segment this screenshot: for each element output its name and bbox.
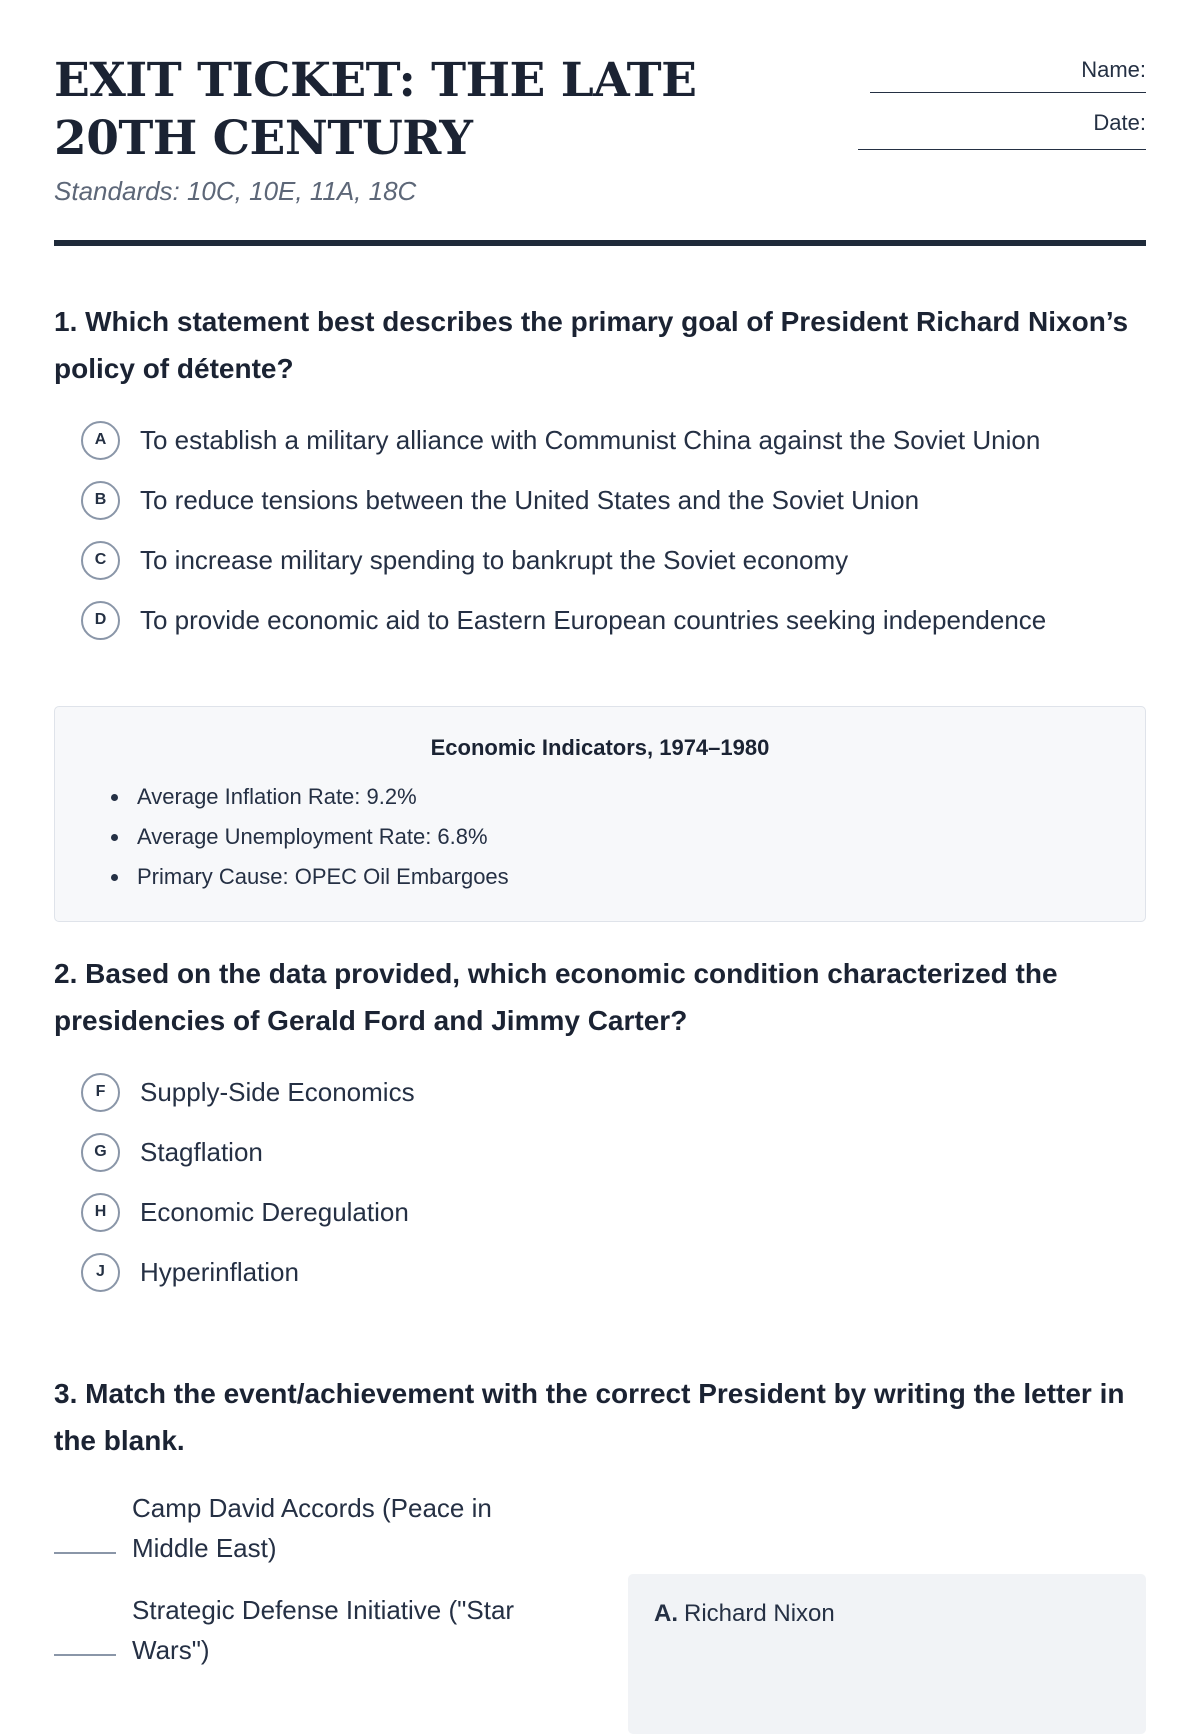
data-list-item: Average Unemployment Rate: 6.8% — [95, 817, 1105, 857]
answer-option-c[interactable] — [54, 530, 1146, 590]
answer-option-a[interactable] — [54, 410, 1146, 470]
option-letter-circle[interactable]: G — [81, 1133, 120, 1172]
option-letter-circle[interactable]: H — [81, 1193, 120, 1232]
choice-name: Richard Nixon — [684, 1600, 835, 1627]
date-field[interactable] — [858, 149, 1146, 150]
option-letter-circle[interactable]: C — [81, 541, 120, 580]
data-list-item: Primary Cause: OPEC Oil Embargoes — [95, 857, 1105, 897]
answer-option-g[interactable] — [54, 1122, 1146, 1182]
choice-letter: A. — [654, 1600, 678, 1627]
date-label: Date: — [1093, 110, 1146, 135]
match-item — [54, 1488, 574, 1568]
economic-indicators-box — [54, 706, 1146, 922]
match-item-text: Strategic Defense Initiative ("Star Wars") — [132, 1595, 515, 1665]
match-item — [54, 1590, 574, 1670]
match-answer-blank[interactable] — [54, 1654, 116, 1656]
answer-option-b[interactable] — [54, 470, 1146, 530]
option-text: To reduce tensions between the United States and the Soviet Union — [140, 484, 920, 515]
match-items-list — [54, 1488, 574, 1692]
president-choices-box — [628, 1574, 1146, 1734]
option-text: To increase military spending to bankrupt the Soviet economy — [140, 544, 849, 575]
answer-option-h[interactable] — [54, 1182, 1146, 1242]
option-letter-circle[interactable]: D — [81, 601, 120, 640]
answer-option-j[interactable] — [54, 1242, 1146, 1302]
name-label: Name: — [1081, 57, 1146, 82]
name-field[interactable] — [870, 92, 1146, 93]
question-2-options — [54, 1062, 1146, 1302]
question-3 — [54, 1370, 1146, 1688]
option-text: Stagflation — [140, 1136, 263, 1167]
student-info — [858, 54, 1146, 150]
option-text: To establish a military alliance with Communist China against the Soviet Union — [140, 424, 1041, 455]
worksheet-header — [54, 0, 1146, 246]
question-1 — [54, 298, 1146, 650]
option-letter-circle[interactable]: J — [81, 1253, 120, 1292]
question-2 — [54, 950, 1146, 1302]
option-text: Hyperinflation — [140, 1256, 299, 1287]
answer-option-f[interactable] — [54, 1062, 1146, 1122]
question-3-text: 3. Match the event/achievement with the correct President by writing the letter in the blank. — [54, 1378, 1125, 1456]
option-letter-circle[interactable]: F — [81, 1073, 120, 1112]
question-1-text: 1. Which statement best describes the primary goal of President Richard Nixon’s policy of détente? — [54, 306, 1129, 384]
option-text: Economic Deregulation — [140, 1196, 409, 1227]
standards-label: Standards: 10C, 10E, 11A, 18C — [54, 176, 417, 206]
data-list-item: Average Inflation Rate: 9.2% — [95, 777, 1105, 817]
option-letter-circle[interactable]: B — [81, 481, 120, 520]
page-title: EXIT TICKET: THE LATE 20TH CENTURY — [54, 53, 697, 166]
answer-option-d[interactable] — [54, 590, 1146, 650]
matching-section — [54, 1488, 1146, 1688]
match-answer-blank[interactable] — [54, 1552, 116, 1554]
president-choice — [654, 1594, 1120, 1634]
data-box-title: Economic Indicators, 1974–1980 — [430, 735, 770, 760]
match-item-text: Camp David Accords (Peace in Middle East) — [132, 1493, 492, 1563]
option-text: To provide economic aid to Eastern European countries seeking independence — [140, 604, 1047, 635]
data-list — [95, 777, 1105, 897]
question-2-text: 2. Based on the data provided, which economic condition characterized the presidencies of Gerald Ford and Jimmy Carter? — [54, 958, 1058, 1036]
option-text: Supply-Side Economics — [140, 1076, 415, 1107]
option-letter-circle[interactable]: A — [81, 421, 120, 460]
question-1-options — [54, 410, 1146, 650]
